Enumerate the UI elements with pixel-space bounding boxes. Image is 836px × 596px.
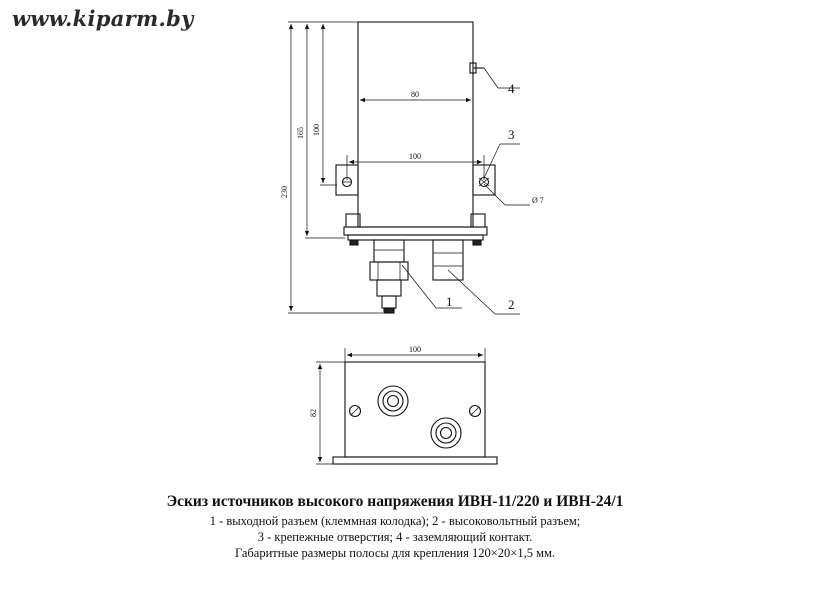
dim-100-vertical: 100 <box>312 124 321 136</box>
dim-100-bracket: 100 <box>409 152 421 161</box>
callout-2: 2 <box>508 297 515 312</box>
dim-165: 165 <box>296 127 305 139</box>
callout-4: 4 <box>508 81 515 96</box>
dim-bottom-100: 100 <box>409 345 421 354</box>
dim-80: 80 <box>411 90 419 99</box>
caption-line-1: 1 - выходной разъем (клеммная колодка); 2 - высоковольтный разъем; <box>209 514 581 528</box>
bottom-dimensions <box>316 348 485 464</box>
caption-line-2: 3 - крепежные отверстия; 4 - заземляющий контакт. <box>257 530 533 544</box>
output-connector <box>374 240 404 262</box>
side-dimensions <box>288 22 530 314</box>
base-plate <box>344 227 487 235</box>
hv-connector <box>433 240 463 280</box>
caption-title: Эскиз источников высокого напряжения ИВН-11/220 и ИВН-24/1 <box>166 493 624 510</box>
caption-line-3: Габаритные размеры полосы для крепления 120×20×1,5 мм. <box>234 546 556 560</box>
base-flange <box>348 235 483 240</box>
dim-bottom-82: 82 <box>309 409 318 417</box>
bottom-base-strip <box>333 457 497 464</box>
callout-3: 3 <box>508 127 515 142</box>
dim-hole-diameter: Ø 7 <box>532 196 544 205</box>
callout-1: 1 <box>446 294 453 309</box>
bottom-view <box>333 362 497 464</box>
watermark: www.kiparm.by <box>12 6 194 31</box>
side-view <box>336 22 495 313</box>
housing-body <box>358 22 473 227</box>
dim-230: 230 <box>280 186 289 198</box>
bottom-body <box>345 362 485 457</box>
